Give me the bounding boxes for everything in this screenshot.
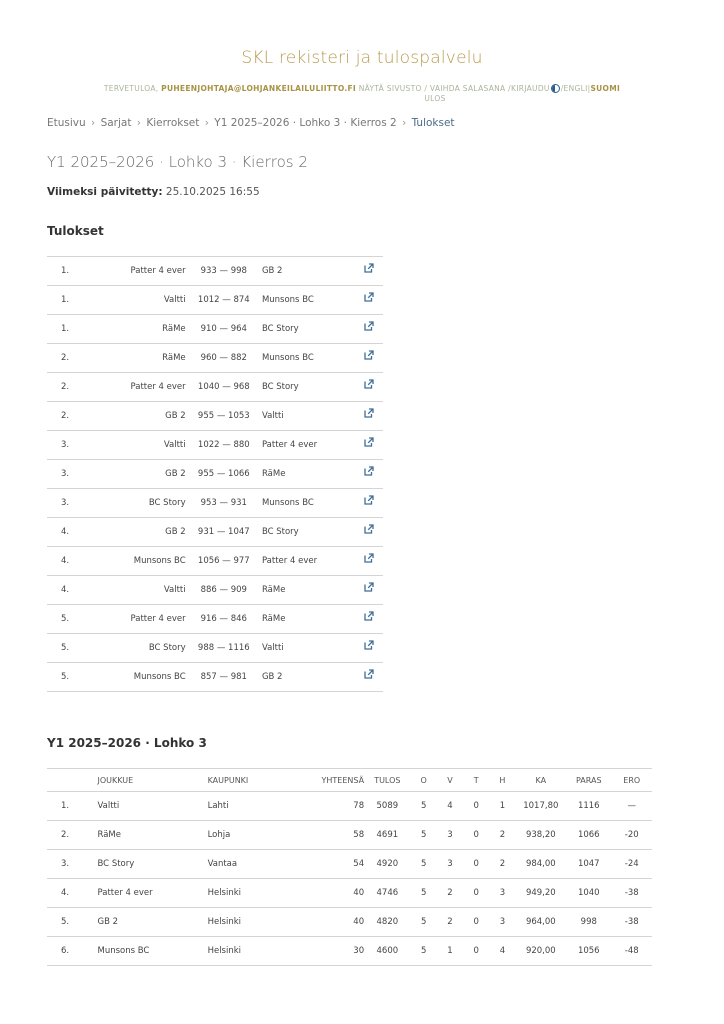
external-link-icon[interactable] bbox=[364, 495, 374, 505]
last-updated bbox=[47, 186, 260, 198]
result-score: 1012 — 874 bbox=[186, 286, 262, 315]
breadcrumb-rounds[interactable]: Kierrokset bbox=[146, 117, 200, 129]
standings-cell-played: 5 bbox=[411, 908, 437, 937]
standings-cell-result: 4746 bbox=[364, 879, 410, 908]
result-link-cell bbox=[354, 576, 383, 605]
topbar-separator: / bbox=[560, 84, 564, 93]
result-link-cell bbox=[354, 257, 383, 286]
standings-row bbox=[47, 879, 652, 908]
standings-cell-ties: 0 bbox=[463, 792, 489, 821]
standings-cell-difference: — bbox=[612, 792, 653, 821]
result-home-team: GB 2 bbox=[106, 460, 185, 489]
result-row bbox=[47, 257, 383, 286]
standings-cell-difference: -24 bbox=[612, 850, 653, 879]
standings-cell-played: 5 bbox=[411, 821, 437, 850]
external-link-icon[interactable] bbox=[364, 466, 374, 476]
result-away-team: RäMe bbox=[262, 576, 354, 605]
result-home-team: BC Story bbox=[106, 634, 185, 663]
result-row bbox=[47, 634, 383, 663]
result-row bbox=[47, 605, 383, 634]
result-score: 953 — 931 bbox=[186, 489, 262, 518]
logout-link[interactable]: KIRJAUDU bbox=[511, 84, 550, 93]
standings-row bbox=[47, 937, 652, 966]
standings-cell-city: Helsinki bbox=[208, 937, 304, 966]
standings-cell-losses: 1 bbox=[489, 792, 515, 821]
site-header bbox=[0, 0, 724, 104]
result-home-team: Munsons BC bbox=[106, 663, 185, 692]
result-row bbox=[47, 315, 383, 344]
external-link-icon[interactable] bbox=[364, 321, 374, 331]
standings-cell-best: 998 bbox=[566, 908, 611, 937]
result-score: 1040 — 968 bbox=[186, 373, 262, 402]
result-home-team: GB 2 bbox=[106, 402, 185, 431]
result-home-team: Munsons BC bbox=[106, 547, 185, 576]
external-link-icon[interactable] bbox=[364, 263, 374, 273]
standings-cell-best: 1116 bbox=[566, 792, 611, 821]
standings-cell-rank: 4. bbox=[47, 879, 98, 908]
standings-cell-played: 5 bbox=[411, 850, 437, 879]
standings-cell-losses: 2 bbox=[489, 850, 515, 879]
result-row bbox=[47, 431, 383, 460]
breadcrumb-current: Tulokset bbox=[411, 117, 455, 129]
standings-cell-played: 5 bbox=[411, 879, 437, 908]
standings-cell-best: 1056 bbox=[566, 937, 611, 966]
standings-header-ties: T bbox=[463, 769, 489, 792]
standings-cell-wins: 3 bbox=[437, 821, 463, 850]
breadcrumb-separator: › bbox=[204, 117, 209, 129]
result-round: 3. bbox=[47, 460, 106, 489]
standings-header-played: O bbox=[411, 769, 437, 792]
result-link-cell bbox=[354, 286, 383, 315]
topbar-separator: / bbox=[508, 84, 511, 93]
lang-fi-link[interactable]: SUOMI bbox=[590, 84, 621, 93]
result-link-cell bbox=[354, 460, 383, 489]
external-link-icon[interactable] bbox=[364, 379, 374, 389]
result-score: 916 — 846 bbox=[186, 605, 262, 634]
result-score: 910 — 964 bbox=[186, 315, 262, 344]
standings-cell-total: 40 bbox=[304, 879, 365, 908]
standings-header-city: KAUPUNKI bbox=[208, 769, 304, 792]
result-away-team: RäMe bbox=[262, 460, 354, 489]
result-round: 4. bbox=[47, 547, 106, 576]
standings-cell-average: 984,00 bbox=[516, 850, 567, 879]
result-score: 933 — 998 bbox=[186, 257, 262, 286]
breadcrumb-home[interactable]: Etusivu bbox=[47, 117, 86, 129]
result-link-cell bbox=[354, 605, 383, 634]
result-home-team: Valtti bbox=[106, 431, 185, 460]
standings-header-team: JOUKKUE bbox=[98, 769, 208, 792]
standings-cell-result: 4820 bbox=[364, 908, 410, 937]
external-link-icon[interactable] bbox=[364, 611, 374, 621]
result-away-team: Munsons BC bbox=[262, 286, 354, 315]
standings-cell-difference: -20 bbox=[612, 821, 653, 850]
standings-row bbox=[47, 821, 652, 850]
breadcrumb-round[interactable]: Y1 2025–2026 · Lohko 3 · Kierros 2 bbox=[214, 117, 397, 129]
breadcrumb-separator: › bbox=[136, 117, 141, 129]
standings-header-result: TULOS bbox=[364, 769, 410, 792]
standings-cell-losses: 3 bbox=[489, 908, 515, 937]
standings-header-average: KA bbox=[516, 769, 567, 792]
lang-separator: | bbox=[587, 84, 591, 93]
result-round: 5. bbox=[47, 634, 106, 663]
result-home-team: RäMe bbox=[106, 315, 185, 344]
result-round: 3. bbox=[47, 431, 106, 460]
standings-cell-best: 1040 bbox=[566, 879, 611, 908]
result-score: 988 — 1116 bbox=[186, 634, 262, 663]
result-row bbox=[47, 547, 383, 576]
result-score: 955 — 1053 bbox=[186, 402, 262, 431]
standings-cell-wins: 2 bbox=[437, 908, 463, 937]
lang-en-link[interactable]: ENGLI bbox=[563, 84, 588, 93]
standings-cell-losses: 4 bbox=[489, 937, 515, 966]
result-link-cell bbox=[354, 431, 383, 460]
result-score: 1056 — 977 bbox=[186, 547, 262, 576]
result-round: 5. bbox=[47, 663, 106, 692]
result-home-team: Valtti bbox=[106, 286, 185, 315]
standings-cell-team: Munsons BC bbox=[98, 937, 208, 966]
standings-cell-played: 5 bbox=[411, 792, 437, 821]
result-round: 5. bbox=[47, 605, 106, 634]
standings-cell-city: Lohja bbox=[208, 821, 304, 850]
result-away-team: Patter 4 ever bbox=[262, 431, 354, 460]
theme-toggle-icon[interactable] bbox=[551, 84, 560, 93]
result-score: 931 — 1047 bbox=[186, 518, 262, 547]
standings-cell-city: Vantaa bbox=[208, 850, 304, 879]
result-away-team: Munsons BC bbox=[262, 489, 354, 518]
standings-header-difference: ERO bbox=[612, 769, 653, 792]
result-home-team: Patter 4 ever bbox=[106, 605, 185, 634]
result-link-cell bbox=[354, 547, 383, 576]
standings-cell-wins: 4 bbox=[437, 792, 463, 821]
result-link-cell bbox=[354, 518, 383, 547]
result-away-team: RäMe bbox=[262, 605, 354, 634]
external-link-icon[interactable] bbox=[364, 640, 374, 650]
result-home-team: Valtti bbox=[106, 576, 185, 605]
standings-cell-total: 58 bbox=[304, 821, 365, 850]
external-link-icon[interactable] bbox=[364, 437, 374, 447]
breadcrumb-separator: › bbox=[402, 117, 407, 129]
result-score: 955 — 1066 bbox=[186, 460, 262, 489]
standings-cell-difference: -48 bbox=[612, 937, 653, 966]
show-site-link[interactable]: NÄYTÄ SIVUSTO bbox=[358, 84, 422, 93]
standings-cell-played: 5 bbox=[411, 937, 437, 966]
result-score: 960 — 882 bbox=[186, 344, 262, 373]
result-score: 886 — 909 bbox=[186, 576, 262, 605]
result-link-cell bbox=[354, 663, 383, 692]
result-round: 4. bbox=[47, 518, 106, 547]
result-away-team: Valtti bbox=[262, 634, 354, 663]
standings-cell-rank: 5. bbox=[47, 908, 98, 937]
result-row bbox=[47, 460, 383, 489]
result-link-cell bbox=[354, 634, 383, 663]
result-link-cell bbox=[354, 402, 383, 431]
external-link-icon[interactable] bbox=[364, 669, 374, 679]
standings-cell-losses: 3 bbox=[489, 879, 515, 908]
result-link-cell bbox=[354, 373, 383, 402]
result-row bbox=[47, 576, 383, 605]
standings-row bbox=[47, 792, 652, 821]
result-away-team: BC Story bbox=[262, 373, 354, 402]
result-link-cell bbox=[354, 344, 383, 373]
standings-row bbox=[47, 908, 652, 937]
standings-cell-result: 5089 bbox=[364, 792, 410, 821]
standings-heading: Y1 2025–2026 · Lohko 3 bbox=[47, 736, 207, 750]
standings-cell-rank: 1. bbox=[47, 792, 98, 821]
result-link-cell bbox=[354, 315, 383, 344]
result-round: 2. bbox=[47, 402, 106, 431]
result-row bbox=[47, 489, 383, 518]
standings-cell-result: 4920 bbox=[364, 850, 410, 879]
result-score: 857 — 981 bbox=[186, 663, 262, 692]
logout-link-suffix[interactable]: ULOS bbox=[424, 94, 446, 103]
standings-cell-wins: 3 bbox=[437, 850, 463, 879]
standings-cell-rank: 3. bbox=[47, 850, 98, 879]
standings-header-losses: H bbox=[489, 769, 515, 792]
external-link-icon[interactable] bbox=[364, 553, 374, 563]
result-score: 1022 — 880 bbox=[186, 431, 262, 460]
standings-header-total: YHTEENSÄ bbox=[304, 769, 365, 792]
standings-cell-average: 1017,80 bbox=[516, 792, 567, 821]
result-round: 1. bbox=[47, 315, 106, 344]
standings-cell-team: GB 2 bbox=[98, 908, 208, 937]
last-updated-label: Viimeksi päivitetty: bbox=[47, 186, 163, 198]
page-title: Y1 2025–2026 · Lohko 3 · Kierros 2 bbox=[47, 153, 308, 171]
standings-cell-ties: 0 bbox=[463, 908, 489, 937]
standings-cell-ties: 0 bbox=[463, 937, 489, 966]
result-home-team: RäMe bbox=[106, 344, 185, 373]
result-away-team: BC Story bbox=[262, 518, 354, 547]
standings-cell-rank: 6. bbox=[47, 937, 98, 966]
result-link-cell bbox=[354, 489, 383, 518]
standings-cell-best: 1066 bbox=[566, 821, 611, 850]
standings-cell-team: BC Story bbox=[98, 850, 208, 879]
external-link-icon[interactable] bbox=[364, 350, 374, 360]
standings-cell-total: 30 bbox=[304, 937, 365, 966]
standings-header-best: PARAS bbox=[566, 769, 611, 792]
results-heading: Tulokset bbox=[47, 224, 104, 238]
standings-cell-team: RäMe bbox=[98, 821, 208, 850]
external-link-icon[interactable] bbox=[364, 408, 374, 418]
result-away-team: Patter 4 ever bbox=[262, 547, 354, 576]
result-row bbox=[47, 344, 383, 373]
standings-cell-city: Lahti bbox=[208, 792, 304, 821]
standings-cell-ties: 0 bbox=[463, 850, 489, 879]
standings-cell-ties: 0 bbox=[463, 879, 489, 908]
result-home-team: GB 2 bbox=[106, 518, 185, 547]
result-home-team: BC Story bbox=[106, 489, 185, 518]
standings-cell-average: 949,20 bbox=[516, 879, 567, 908]
standings-cell-rank: 2. bbox=[47, 821, 98, 850]
standings-cell-difference: -38 bbox=[612, 879, 653, 908]
standings-cell-total: 54 bbox=[304, 850, 365, 879]
user-email-link[interactable]: PUHEENJOHTAJA@LOHJANKEILAILULIITTO.FI bbox=[161, 84, 357, 93]
result-away-team: BC Story bbox=[262, 315, 354, 344]
standings-cell-average: 920,00 bbox=[516, 937, 567, 966]
standings-cell-city: Helsinki bbox=[208, 908, 304, 937]
result-home-team: Patter 4 ever bbox=[106, 373, 185, 402]
result-away-team: GB 2 bbox=[262, 663, 354, 692]
standings-header-rank bbox=[47, 769, 98, 792]
external-link-icon[interactable] bbox=[364, 292, 374, 302]
standings-cell-total: 40 bbox=[304, 908, 365, 937]
standings-cell-difference: -38 bbox=[612, 908, 653, 937]
welcome-text: TERVETULOA, bbox=[103, 84, 159, 93]
standings-header-wins: V bbox=[437, 769, 463, 792]
result-away-team: Munsons BC bbox=[262, 344, 354, 373]
result-round: 3. bbox=[47, 489, 106, 518]
standings-cell-average: 938,20 bbox=[516, 821, 567, 850]
topbar-separator: / bbox=[424, 84, 428, 93]
breadcrumb-separator: › bbox=[91, 117, 96, 129]
standings-cell-average: 964,00 bbox=[516, 908, 567, 937]
result-home-team: Patter 4 ever bbox=[106, 257, 185, 286]
results-table bbox=[47, 256, 383, 692]
change-password-link[interactable]: VAIHDA SALASANA bbox=[429, 84, 506, 93]
standings-cell-result: 4691 bbox=[364, 821, 410, 850]
standings-row bbox=[47, 850, 652, 879]
result-round: 1. bbox=[47, 286, 106, 315]
standings-cell-result: 4600 bbox=[364, 937, 410, 966]
result-row bbox=[47, 663, 383, 692]
standings-table bbox=[47, 768, 652, 966]
breadcrumb bbox=[47, 117, 455, 129]
external-link-icon[interactable] bbox=[364, 582, 374, 592]
result-row bbox=[47, 286, 383, 315]
site-title[interactable]: SKL rekisteri ja tulospalvelu bbox=[241, 48, 483, 68]
result-round: 2. bbox=[47, 344, 106, 373]
standings-cell-losses: 2 bbox=[489, 821, 515, 850]
standings-cell-team: Patter 4 ever bbox=[98, 879, 208, 908]
external-link-icon[interactable] bbox=[364, 524, 374, 534]
standings-cell-wins: 2 bbox=[437, 879, 463, 908]
user-topbar bbox=[0, 84, 724, 104]
result-row bbox=[47, 402, 383, 431]
last-updated-value: 25.10.2025 16:55 bbox=[165, 186, 260, 198]
standings-cell-ties: 0 bbox=[463, 821, 489, 850]
result-round: 1. bbox=[47, 257, 106, 286]
result-away-team: Valtti bbox=[262, 402, 354, 431]
result-row bbox=[47, 373, 383, 402]
result-round: 2. bbox=[47, 373, 106, 402]
standings-cell-best: 1047 bbox=[566, 850, 611, 879]
standings-cell-total: 78 bbox=[304, 792, 365, 821]
result-round: 4. bbox=[47, 576, 106, 605]
result-away-team: GB 2 bbox=[262, 257, 354, 286]
result-row bbox=[47, 518, 383, 547]
standings-cell-city: Helsinki bbox=[208, 879, 304, 908]
standings-cell-team: Valtti bbox=[98, 792, 208, 821]
standings-cell-wins: 1 bbox=[437, 937, 463, 966]
breadcrumb-series[interactable]: Sarjat bbox=[100, 117, 132, 129]
